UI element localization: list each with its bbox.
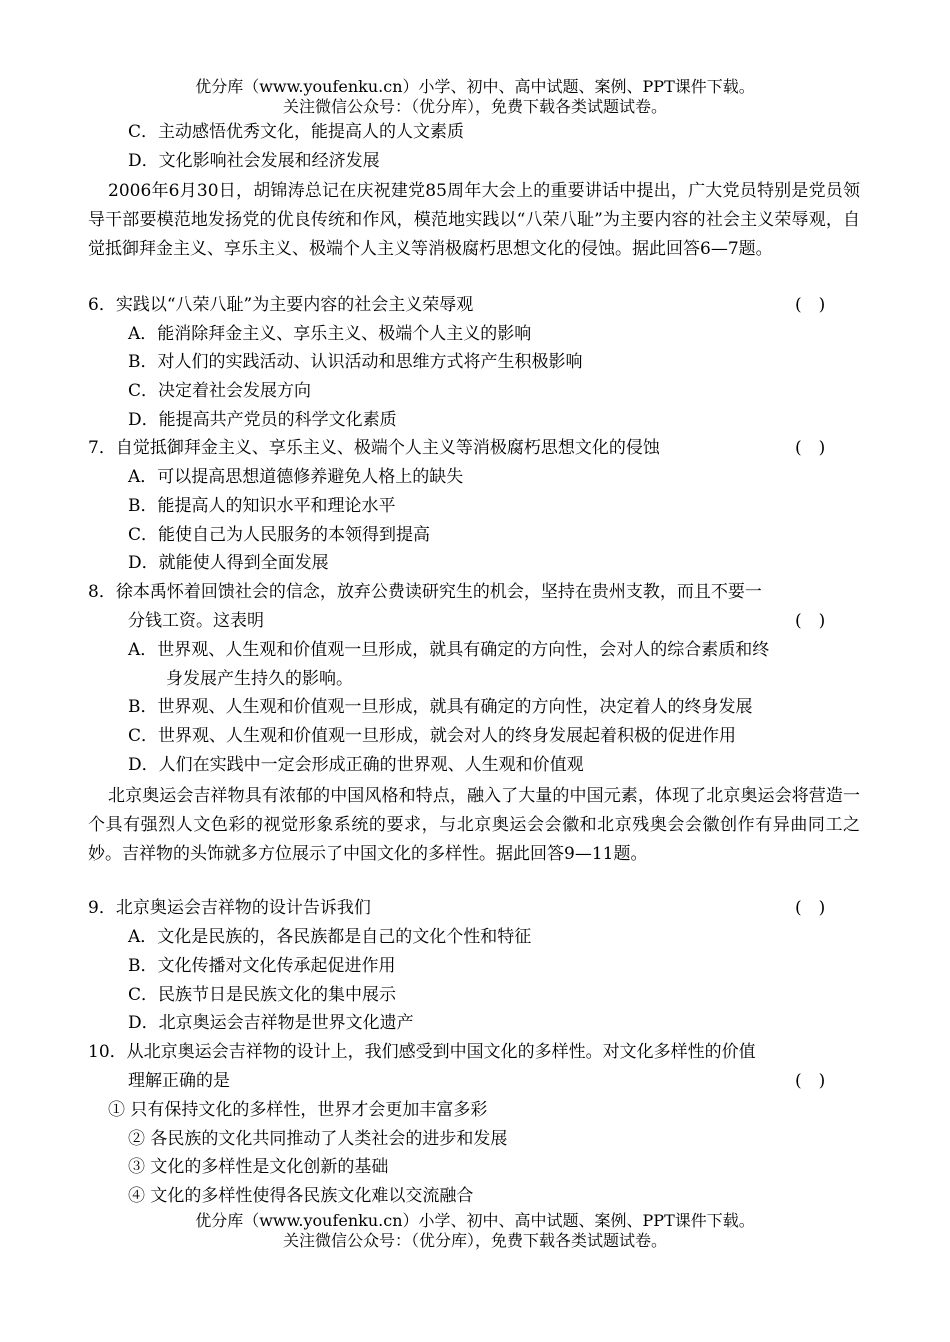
q9-option-b: B．文化传播对文化传承起促进作用 [128,956,396,976]
prev-option-c: C．主动感悟优秀文化，能提高人的人文素质 [128,122,465,142]
q7-option-a: A．可以提高思想道德修养避免人格上的缺失 [128,467,464,487]
passage-2: 北京奥运会吉祥物具有浓郁的中国风格和特点，融入了大量的中国元素，体现了北京奥运会将营造一个具有强烈人文色彩的视觉形象系统的要求，与北京奥运会会徽和北京残奥会会徽创作有异曲同工之妙。吉祥物的头饰就多方位展示了中国文化的多样性。据此回答9—11题。 [88,786,860,864]
q8-stem-line-1: 8．徐本禹怀着回馈社会的信念，放弃公费读研究生的机会，坚持在贵州支教，而且不要一 [88,582,762,602]
q7-answer-paren: ( ) [795,438,826,458]
q7-option-b: B．能提高人的知识水平和理论水平 [128,496,396,516]
q10-stem-line-2: 理解正确的是 [128,1071,230,1091]
q9-stem: 9．北京奥运会吉祥物的设计告诉我们 [88,898,371,918]
header-line-1: 优分库（www.youfenku.cn）小学、初中、高中试题、案例、PPT课件下载。 [195,77,755,96]
prev-option-d: D．文化影响社会发展和经济发展 [128,151,380,171]
q6-answer-paren: ( ) [795,295,826,315]
q8-option-b: B．世界观、人生观和价值观一旦形成，就具有确定的方向性，决定着人的终身发展 [128,697,753,717]
q10-statement-4: ④ 文化的多样性使得各民族文化难以交流融合 [128,1186,474,1206]
q10-statement-1: ① 只有保持文化的多样性，世界才会更加丰富多彩 [108,1100,488,1120]
q8-option-a-line-1: A．世界观、人生观和价值观一旦形成，就具有确定的方向性，会对人的综合素质和终 [128,640,770,660]
q9-option-d: D．北京奥运会吉祥物是世界文化遗产 [128,1013,414,1033]
q8-option-c: C．世界观、人生观和价值观一旦形成，就会对人的终身发展起着积极的促进作用 [128,726,737,746]
footer-line-2: 关注微信公众号：（优分库），免费下载各类试题试卷。 [282,1231,667,1250]
q9-option-c: C．民族节日是民族文化的集中展示 [128,985,397,1005]
q7-stem: 7．自觉抵御拜金主义、享乐主义、极端个人主义等消极腐朽思想文化的侵蚀 [88,438,660,458]
q6-option-a: A．能消除拜金主义、享乐主义、极端个人主义的影响 [128,324,532,344]
q6-option-c: C．决定着社会发展方向 [128,381,312,401]
q10-stem-line-1: 10．从北京奥运会吉祥物的设计上，我们感受到中国文化的多样性。对文化多样性的价值 [88,1042,756,1062]
q9-answer-paren: ( ) [795,898,826,918]
q6-option-d: D．能提高共产党员的科学文化素质 [128,410,397,430]
q10-answer-paren: ( ) [795,1071,826,1091]
q8-option-a-line-2: 身发展产生持久的影响。 [166,669,353,689]
header-line-2: 关注微信公众号：（优分库），免费下载各类试题试卷。 [282,97,667,116]
q8-option-d: D．人们在实践中一定会形成正确的世界观、人生观和价值观 [128,755,584,775]
q10-statement-2: ② 各民族的文化共同推动了人类社会的进步和发展 [128,1129,508,1149]
passage-1: 2006年6月30日，胡锦涛总记在庆祝建党85周年大会上的重要讲话中提出，广大党员特别是党员领导干部要模范地发扬党的优良传统和作风，模范地实践以“八荣八耻”为主要内容的社会主义荣辱观，自觉抵御拜金主义、享乐主义、极端个人主义等消极腐朽思想文化的侵蚀。据此回答6—7题。 [88,181,860,259]
q10-statement-3: ③ 文化的多样性是文化创新的基础 [128,1157,389,1177]
q7-option-d: D．就能使人得到全面发展 [128,553,329,573]
footer-line-1: 优分库（www.youfenku.cn）小学、初中、高中试题、案例、PPT课件下载。 [195,1211,755,1230]
q8-answer-paren: ( ) [795,611,826,631]
q6-option-b: B．对人们的实践活动、认识活动和思维方式将产生积极影响 [128,352,583,372]
q8-stem-line-2: 分钱工资。这表明 [128,611,264,631]
q9-option-a: A．文化是民族的，各民族都是自己的文化个性和特征 [128,927,532,947]
q7-option-c: C．能使自己为人民服务的本领得到提高 [128,525,431,545]
q6-stem: 6．实践以“八荣八耻”为主要内容的社会主义荣辱观 [88,295,474,315]
